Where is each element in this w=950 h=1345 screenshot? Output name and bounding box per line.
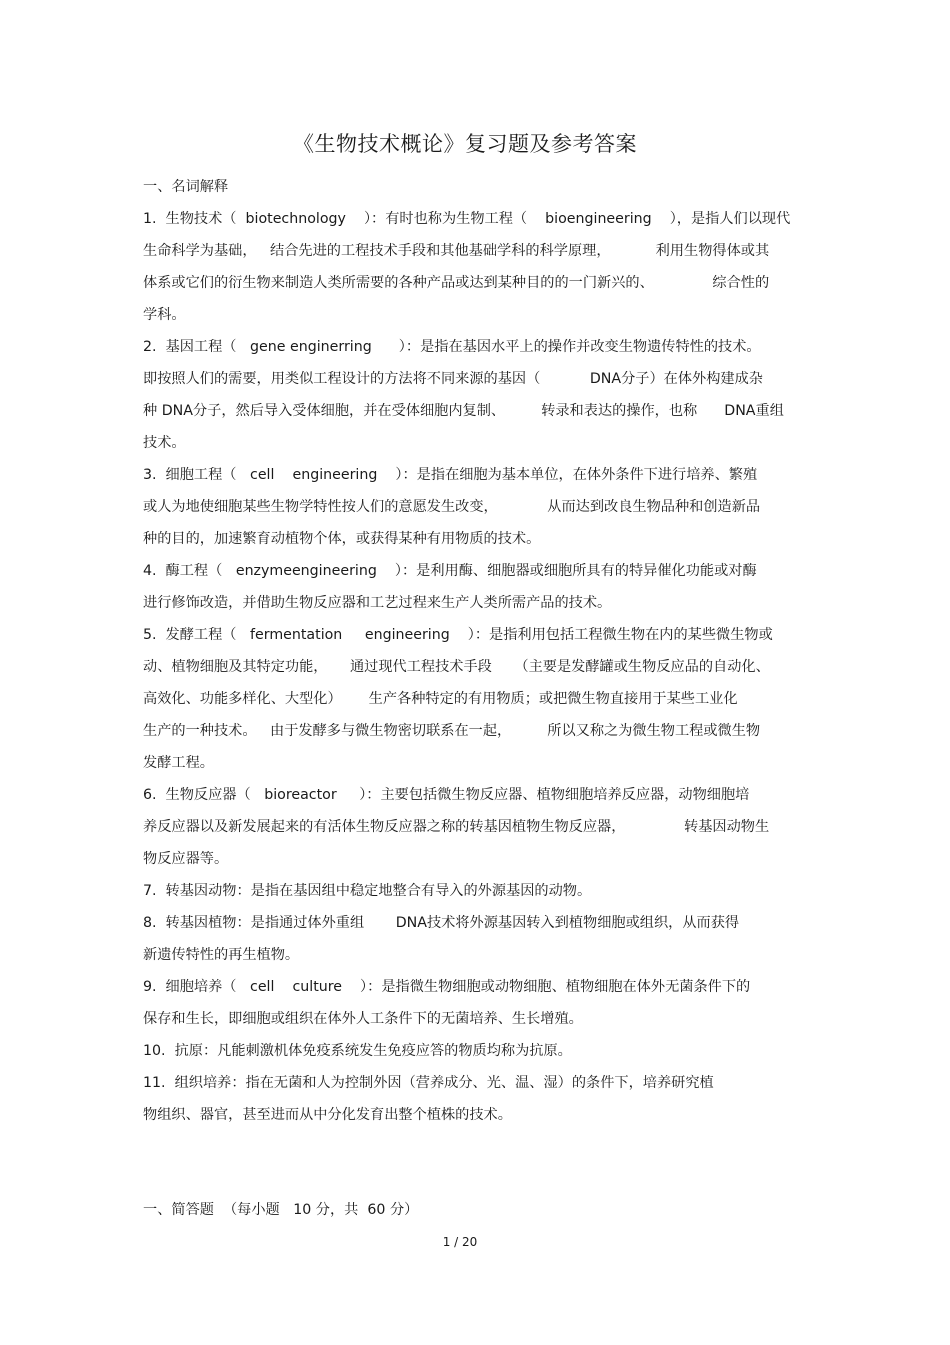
text-line: 1. 生物技术（ biotechnology ）：有时也称为生物工程（ bioengineering ），是指人们以现代 xyxy=(143,211,791,227)
text-line: 生命科学为基础， 结合先进的工程技术手段和其他基础学科的科学原理， 利用生物得体或其 xyxy=(143,243,770,259)
text-line: 种 DNA分子，然后导入受体细胞，并在受体细胞内复制、 转录和表达的操作，也称 DNA重组 xyxy=(143,403,784,419)
text-line: 6. 生物反应器（ bioreactor ）：主要包括微生物反应器、植物细胞培养反应器，动物细胞培 xyxy=(143,787,750,803)
text-line: 养反应器以及新发展起来的有活体生物反应器之称的转基因植物生物反应器， 转基因动物生 xyxy=(143,819,770,835)
text-line: 学科。 xyxy=(143,307,186,323)
text-line: 或人为地使细胞某些生物学特性按人们的意愿发生改变， 从而达到改良生物品种和创造新品 xyxy=(143,499,761,515)
text-line: 7. 转基因动物：是指在基因组中稳定地整合有导入的外源基因的动物。 xyxy=(143,883,592,899)
text-line: 3. 细胞工程（ cell engineering ）：是指在细胞为基本单位，在体外条件下进行培养、繁殖 xyxy=(143,467,758,483)
text-line: 发酵工程。 xyxy=(143,755,214,771)
text-line: 4. 酶工程（ enzymeengineering ）：是利用酶、细胞器或细胞所具有的特异催化功能或对酶 xyxy=(143,563,757,579)
text-line: 新遗传特性的再生植物。 xyxy=(143,947,300,963)
section-heading-definitions: 一、名词解释 xyxy=(143,179,229,195)
text-line: 生产的一种技术。 由于发酵多与微生物密切联系在一起， 所以又称之为微生物工程或微生物 xyxy=(143,723,761,739)
text-line: 物反应器等。 xyxy=(143,851,229,867)
text-line: 10. 抗原：凡能刺激机体免疫系统发生免疫应答的物质均称为抗原。 xyxy=(143,1043,572,1059)
text-line: 高效化、功能多样化、大型化） 生产各种特定的有用物质；或把微生物直接用于某些工业化 xyxy=(143,691,738,707)
text-line: 9. 细胞培养（ cell culture ）：是指微生物细胞或动物细胞、植物细胞在体外无菌条件下的 xyxy=(143,979,751,995)
text-line: 动、植物细胞及其特定功能， 通过现代工程技术手段 （主要是发酵罐或生物反应品的自动化、 xyxy=(143,659,770,675)
text-line: 种的目的，加速繁育动植物个体，或获得某种有用物质的技术。 xyxy=(143,531,541,547)
text-line: 进行修饰改造，并借助生物反应器和工艺过程来生产人类所需产品的技术。 xyxy=(143,595,612,611)
text-line: 即按照人们的需要，用类似工程设计的方法将不同来源的基因（ DNA分子）在体外构建成杂 xyxy=(143,371,763,387)
section-heading-short-answer: 一、简答题 （每小题 10 分，共 60 分） xyxy=(143,1202,419,1218)
text-line: 体系或它们的衍生物来制造人类所需要的各种产品或达到某种目的的一门新兴的、 综合性的 xyxy=(143,275,770,291)
text-line: 5. 发酵工程（ fermentation engineering ）：是指利用包括工程微生物在内的某些微生物或 xyxy=(143,627,773,643)
text-line: 2. 基因工程（ gene enginerring ）：是指在基因水平上的操作并改变生物遗传特性的技术。 xyxy=(143,339,761,355)
page-number: 1 / 20 xyxy=(442,1235,478,1249)
text-line: 8. 转基因植物：是指通过体外重组 DNA技术将外源基因转入到植物细胞或组织，从而获得 xyxy=(143,915,740,931)
document-title: 《生物技术概论》复习题及参考答案 xyxy=(293,132,637,156)
text-line: 技术。 xyxy=(143,435,186,451)
text-line: 物组织、器官，甚至进而从中分化发育出整个植株的技术。 xyxy=(143,1107,512,1123)
text-line: 保存和生长，即细胞或组织在体外人工条件下的无菌培养、生长增殖。 xyxy=(143,1011,583,1027)
text-line: 11. 组织培养：指在无菌和人为控制外因（营养成分、光、温、湿）的条件下，培养研究植 xyxy=(143,1075,714,1091)
